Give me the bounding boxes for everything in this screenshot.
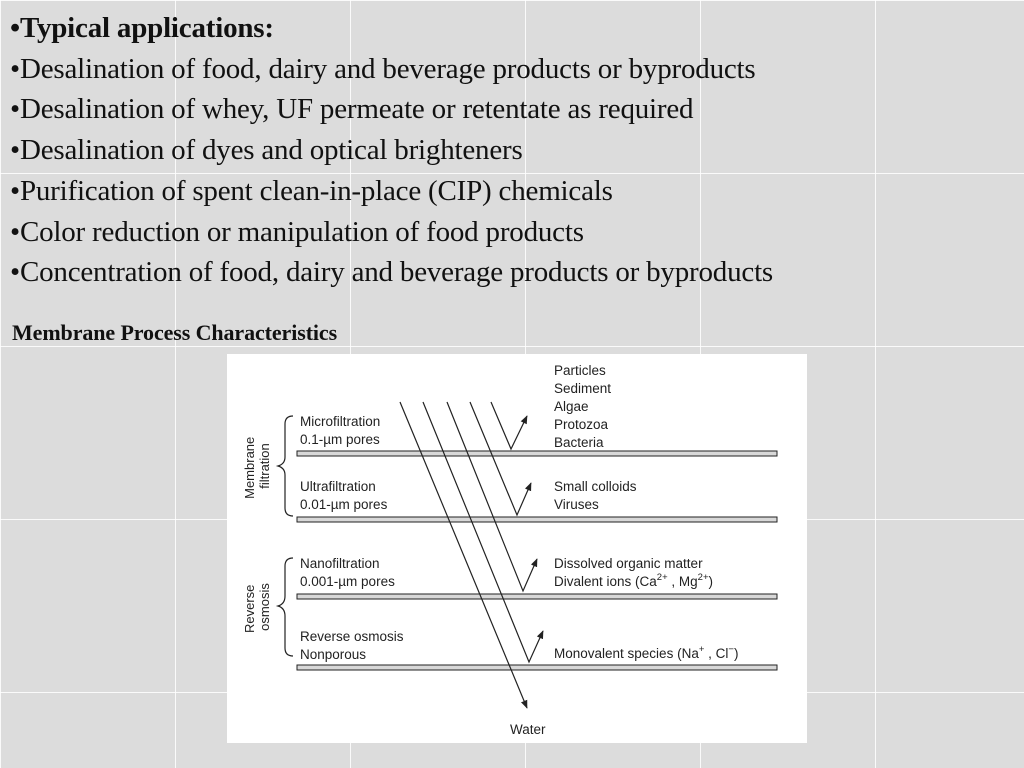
application-item: • Desalination of whey, UF permeate or retentate as required <box>10 89 773 130</box>
group-label-reverse-osmosis: Reverse osmosis <box>242 583 272 634</box>
retained-reverse-osmosis: Monovalent species (Na+ , Cl−) <box>554 644 739 661</box>
flow-line-divalent <box>447 402 537 591</box>
process-label-reverse-osmosis: Reverse osmosis Nonporous <box>300 629 404 662</box>
process-label-ultrafiltration: Ultrafiltration 0.01-µm pores <box>300 479 388 512</box>
application-item: • Desalination of food, dairy and beverage products or byproducts <box>10 49 773 90</box>
permeate-label-water: Water <box>510 722 546 737</box>
application-item: • Desalination of dyes and optical brighteners <box>10 130 773 171</box>
group-label-membrane-filtration: Membrane filtration <box>242 436 272 499</box>
retained-nanofiltration-organic: Dissolved organic matter <box>554 556 703 571</box>
membrane-bar-ultrafiltration <box>297 517 777 522</box>
application-item: • Purification of spent clean-in-place (CIP) chemicals <box>10 171 773 212</box>
flow-line-colloids <box>470 402 531 515</box>
application-item: • Concentration of food, dairy and beverage products or byproducts <box>10 252 773 293</box>
process-label-nanofiltration: Nanofiltration 0.001-µm pores <box>300 556 395 589</box>
application-item: • Color reduction or manipulation of food products <box>10 212 773 253</box>
retained-ultrafiltration: Small colloids Viruses <box>554 479 637 512</box>
flow-line-particles <box>491 402 527 449</box>
brace-reverse-osmosis <box>278 558 293 656</box>
brace-membrane-filtration <box>278 416 293 516</box>
retained-nanofiltration-ions: Divalent ions ($Ca^{2+}$ , $Mg^{2+}$) <box>554 572 713 589</box>
retained-microfiltration: Particles Sediment Algae Protozoa Bacteria <box>554 363 612 450</box>
section-title: Membrane Process Characteristics <box>12 320 338 345</box>
applications-list <box>10 8 773 293</box>
membrane-bar-microfiltration <box>297 451 777 456</box>
membrane-diagram <box>227 354 807 743</box>
membrane-bar-reverse-osmosis <box>297 665 777 670</box>
applications-heading: • Typical applications: <box>10 8 773 49</box>
process-label-microfiltration: Microfiltration 0.1-µm pores <box>300 414 381 447</box>
flow-line-monovalent <box>423 402 543 662</box>
membrane-bar-nanofiltration <box>297 594 777 599</box>
